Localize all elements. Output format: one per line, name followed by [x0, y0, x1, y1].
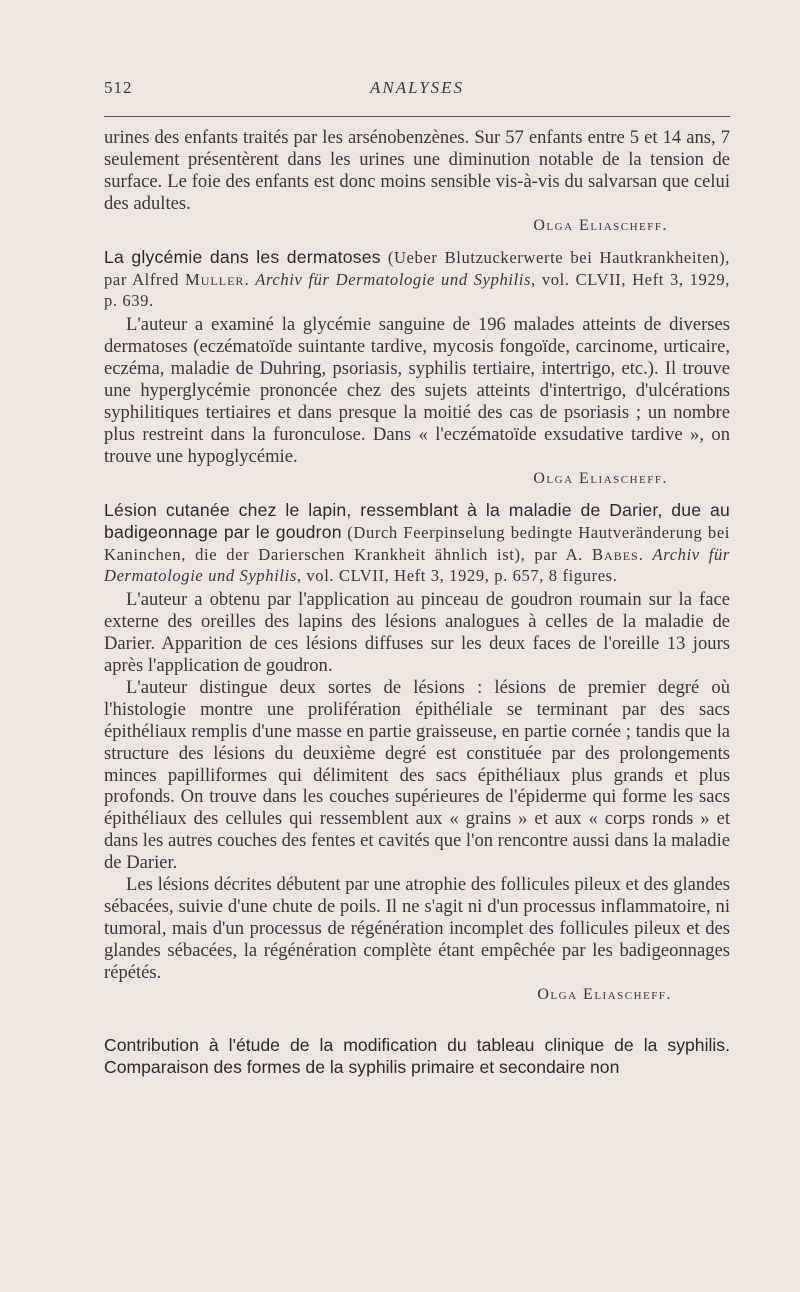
article-1-ref-close: , vol. CLVII, Heft 3, 1929, p. 639.: [104, 269, 730, 311]
signature-1: [104, 215, 730, 237]
article-2-ref-sep: .: [638, 544, 653, 564]
signature-3-last: Eliascheff.: [583, 985, 672, 1003]
article-1-journal: Archiv für Dermatologie und Syphilis: [255, 269, 532, 289]
article-1-ref-sep: .: [244, 269, 256, 289]
article-2-ref-close: , vol. CLVII, Heft 3, 1929, p. 657, 8 figures.: [296, 566, 618, 586]
signature-1-first: Olga: [533, 216, 574, 234]
article-1-heading: [104, 247, 730, 313]
article-2-heading: [104, 500, 730, 588]
article-1-body: L'auteur a examiné la glycémie sanguine de 196 malades atteints de diverses dermatoses (eczématoïde suintante tardive, mycosis fongoïde, carcinome, urticaire, eczéma, maladie de Duhring, psoriasis, syphilis tertiaire, intertrigo, etc.). Il trouve une hyperglycémie prononcée chez des sujets atteints d'intertrigo, d'ulcérations syphilitiques tertiaires et dans presque la moitié des cas de psoriasis ; un nombre plus restreint dans la furonculose. Dans « l'eczématoïde exsudative tardive », on trouve une hypoglycémie.: [104, 314, 730, 467]
intro-paragraph: urines des enfants traités par les arsénobenzènes. Sur 57 enfants entre 5 et 14 ans, 7 seulement présentèrent dans les urines une diminution notable de la tension de surface. Le foie des enfants est donc moins sensible vis-à-vis du salvarsan que celui des adultes.: [104, 127, 730, 214]
article-2-paragraph-3: Les lésions décrites débutent par une atrophie des follicules pileux et des glandes sébacées, suivie d'une chute de poils. Il ne s'agit ni d'un processus inflammatoire, ni tumoral, mais d'un processus de régénération incomplet des follicules pileux et des glandes sébacées, la régénération complète étant empêchée par les badigeonnages répétés.: [104, 874, 730, 983]
signature-3: [104, 984, 730, 1006]
article-3-title: Contribution à l'étude de la modification du tableau clinique de la syphilis. Comparaison des formes de la syphilis primaire et secondaire non: [104, 1034, 730, 1077]
header-rule: [104, 116, 730, 117]
article-1-author: Muller: [185, 269, 245, 289]
article-2-author: Babes: [591, 544, 639, 564]
signature-2-last: Eliascheff.: [579, 469, 668, 487]
article-2-paragraph-2: L'auteur distingue deux sortes de lésions : lésions de premier degré où l'histologie montre une prolifération épithéliale se terminant par des sacs épithéliaux remplis d'une masse en partie graisseuse, en partie cornée ; tandis que la structure des lésions du deuxième degré est constituée par des prolongements minces papilliformes qui délimitent des sacs épithéliaux plus grands et plus profonds. On trouve dans les couches supérieures de l'épiderme qui forme les sacs épithéliaux des cellules qui ressemblent aux « grains » et aux « corps ronds » et dans les autres couches des fentes et cavités que l'on rencontre aussi dans la maladie de Darier.: [104, 676, 731, 874]
page-number: 512: [104, 78, 133, 97]
article-3: [104, 1034, 730, 1078]
page-content: [104, 127, 730, 1078]
article-2-title: Lésion cutanée chez le lapin, ressemblant à la maladie de Darier, due au badigeonnage par le goudron: [104, 499, 730, 542]
signature-3-first: Olga: [537, 985, 578, 1003]
article-1: [104, 247, 730, 468]
article-2: [104, 500, 730, 984]
article-1-ref-open: (Ueber Blutzuckerwerte bei Hautkrankheiten), par Alfred: [104, 247, 730, 289]
signature-2-first: Olga: [533, 469, 574, 487]
article-2-journal: Archiv für Dermatologie und Syphilis: [104, 544, 730, 586]
article-2-paragraph-1: L'auteur a obtenu par l'application au pinceau de goudron roumain sur la face externe des oreilles des lapins des lésions analogues à celles de la maladie de Darier. Apparition de ces lésions diffuses sur les deux faces de l'oreille 13 jours après l'application de goudron.: [104, 589, 730, 677]
article-1-title: La glycémie dans les dermatoses: [104, 246, 381, 267]
signature-2: [104, 468, 730, 490]
page-header: [104, 78, 730, 102]
signature-1-last: Eliascheff.: [579, 216, 668, 234]
article-2-ref-open: (Durch Feerpinselung bedingte Hautveränderung bei Kaninchen, die der Darierschen Krankheit ähnlich ist), par A.: [104, 522, 731, 564]
running-title: ANALYSES: [369, 78, 465, 97]
